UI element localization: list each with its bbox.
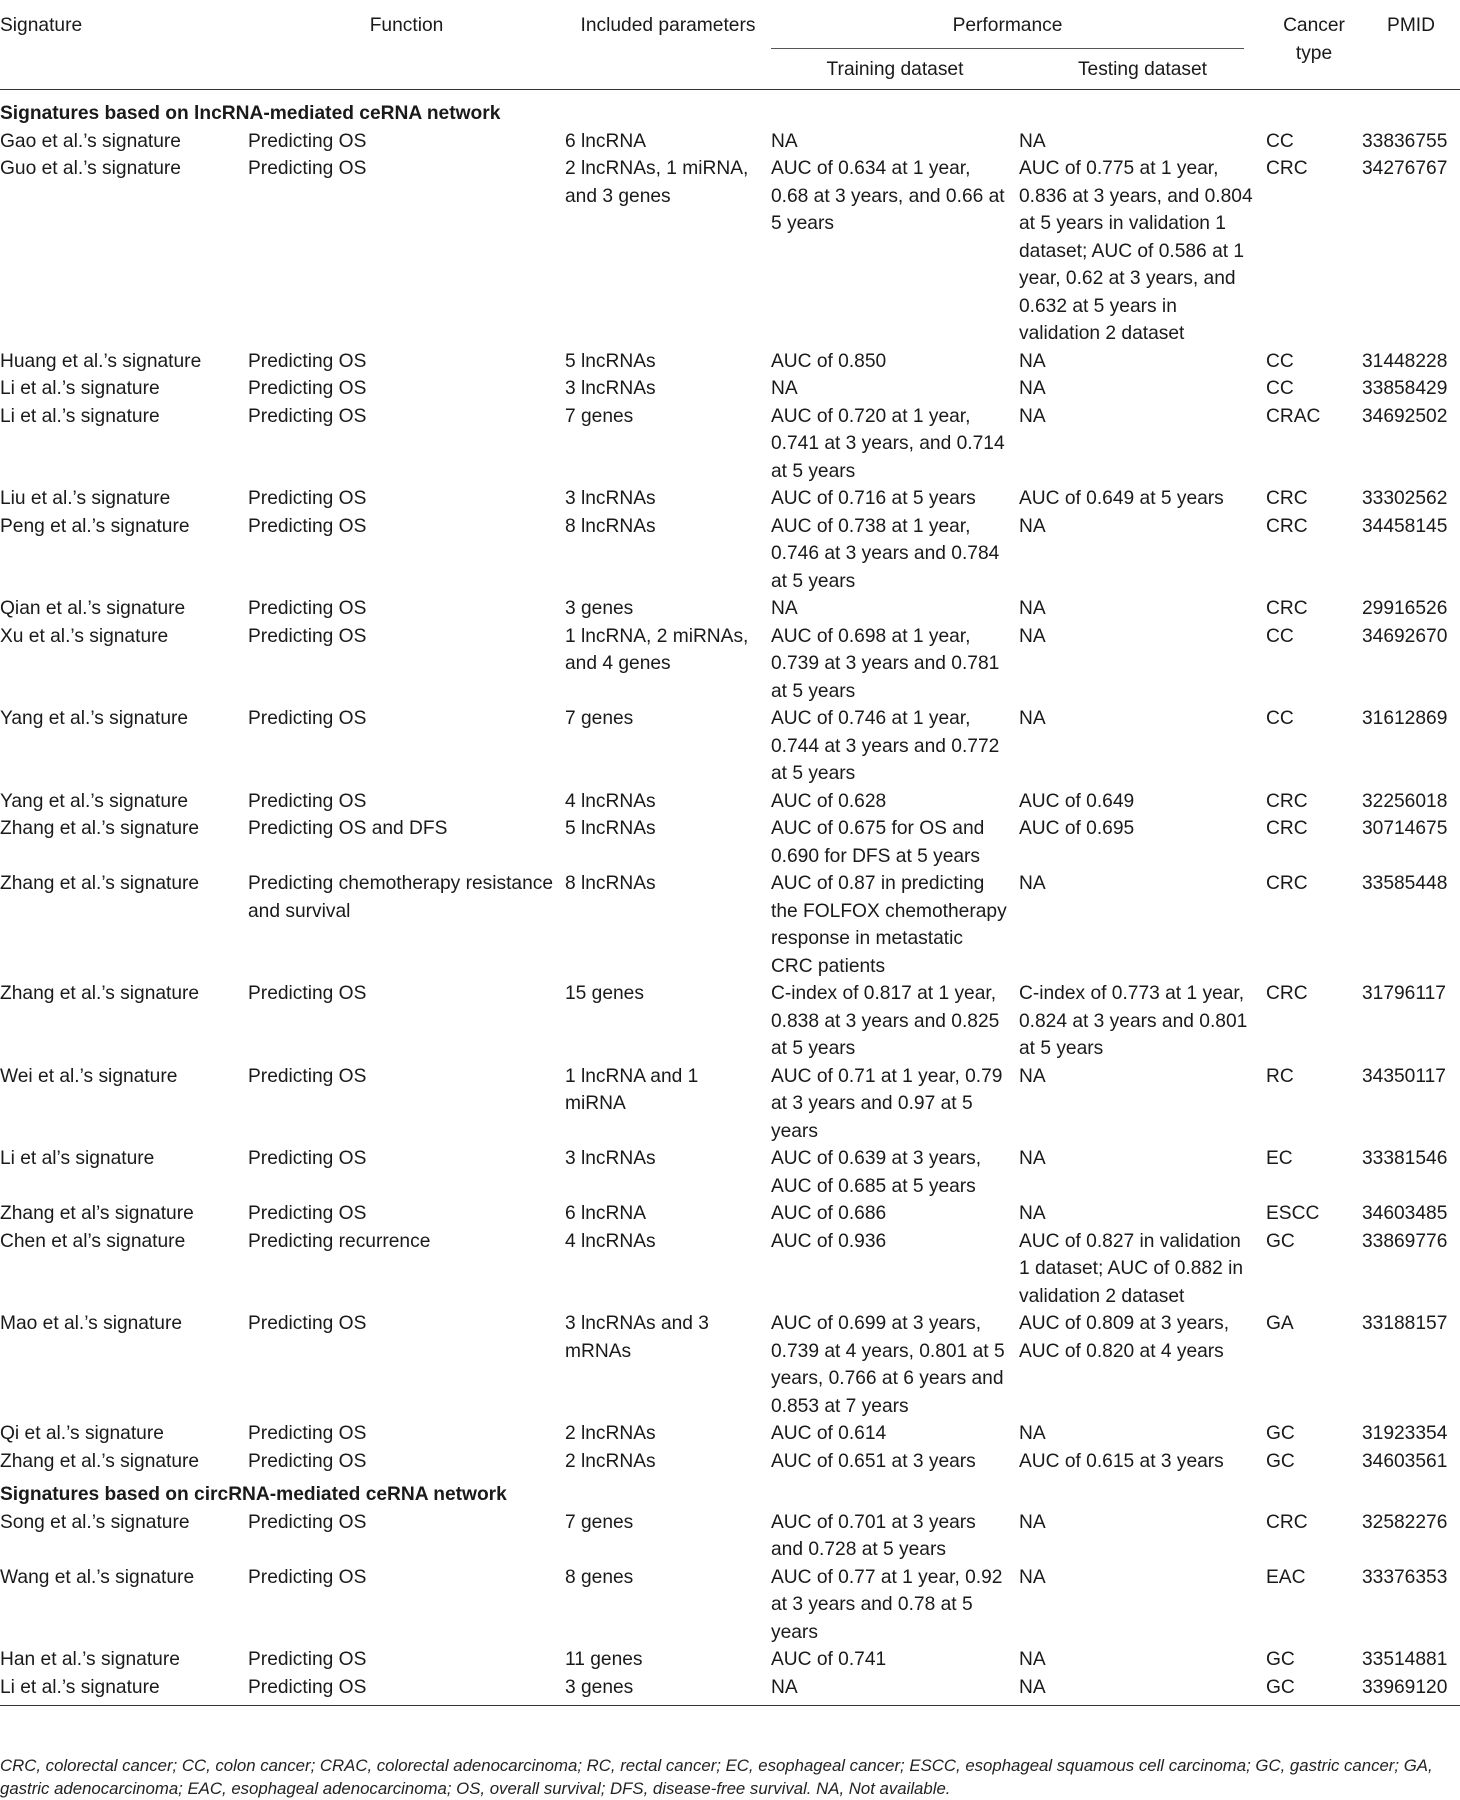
cell-parameters: 6 lncRNA	[565, 130, 647, 152]
cell-signature: Wei et al.’s signature	[0, 1065, 178, 1087]
cell-parameters: 7 genes	[565, 405, 634, 427]
cell-cancer-type: ESCC	[1266, 1203, 1320, 1224]
cell-pmid: 33381546	[1362, 1148, 1448, 1169]
cell-testing: NA	[1019, 515, 1046, 537]
cell-testing: NA	[1019, 1148, 1046, 1169]
cell-testing: NA	[1019, 598, 1046, 619]
cell-cancer-type: RC	[1266, 1065, 1294, 1087]
cell-function: Predicting OS	[248, 1450, 367, 1472]
cell-testing: NA	[1019, 625, 1046, 647]
cell-testing: NA	[1019, 1423, 1046, 1444]
cell-training: AUC of 0.77 at 1 year, 0.92 at 3 years and 0.78 at 5 years	[771, 1566, 1003, 1643]
cell-pmid: 34458145	[1362, 515, 1448, 537]
cell-training: AUC of 0.634 at 1 year, 0.68 at 3 years, and 0.66 at 5 years	[771, 158, 1005, 234]
cell-pmid: 34603561	[1362, 1450, 1448, 1472]
cell-training: AUC of 0.936	[771, 1230, 887, 1252]
cell-parameters: 1 lncRNA and 1 miRNA	[565, 1065, 699, 1114]
cell-testing: NA	[1019, 708, 1046, 729]
cell-function: Predicting OS	[248, 983, 367, 1004]
cell-signature: Wang et al.’s signature	[0, 1566, 195, 1588]
cell-function: Predicting OS	[248, 158, 367, 179]
cell-training: AUC of 0.614	[771, 1423, 887, 1444]
cell-pmid: 33376353	[1362, 1566, 1448, 1588]
cell-function: Predicting OS	[248, 708, 367, 729]
table-row	[0, 1310, 1460, 1420]
cell-training: AUC of 0.639 at 3 years, AUC of 0.685 at 5 years	[771, 1148, 982, 1197]
cell-training: AUC of 0.71 at 1 year, 0.79 at 3 years and 0.97 at 5 years	[771, 1065, 1003, 1142]
header-included-parameters: Included parameters	[565, 8, 771, 90]
cell-training: AUC of 0.686	[771, 1203, 887, 1224]
cell-signature: Zhang et al.’s signature	[0, 983, 200, 1004]
section-title: Signatures based on circRNA-mediated ceRNA network	[0, 1484, 507, 1505]
cell-training: NA	[771, 598, 798, 619]
cell-signature: Han et al.’s signature	[0, 1649, 180, 1670]
header-performance-label: Performance	[771, 12, 1244, 49]
header-function: Function	[248, 8, 565, 90]
cell-function: Predicting recurrence	[248, 1230, 431, 1252]
cell-training: NA	[771, 130, 798, 152]
cell-cancer-type: CC	[1266, 350, 1294, 372]
cell-cancer-type: GC	[1266, 1423, 1295, 1444]
cell-cancer-type: EAC	[1266, 1566, 1306, 1588]
cell-testing: NA	[1019, 1203, 1046, 1224]
cell-parameters: 2 lncRNAs, 1 miRNA, and 3 genes	[565, 158, 749, 207]
header-pmid: PMID	[1362, 8, 1460, 90]
cell-parameters: 2 lncRNAs	[565, 1423, 656, 1444]
cell-testing: NA	[1019, 405, 1046, 427]
cell-testing: AUC of 0.809 at 3 years, AUC of 0.820 at 4 years	[1019, 1313, 1230, 1362]
cell-cancer-type: GA	[1266, 1313, 1294, 1334]
cell-pmid: 34350117	[1362, 1065, 1446, 1087]
cell-parameters: 6 lncRNA	[565, 1203, 647, 1224]
cell-parameters: 7 genes	[565, 1511, 634, 1533]
cell-cancer-type: CC	[1266, 625, 1294, 647]
cell-cancer-type: CRC	[1266, 1511, 1308, 1533]
cell-training: AUC of 0.850	[771, 350, 887, 372]
cell-parameters: 3 genes	[565, 598, 634, 619]
cell-parameters: 4 lncRNAs	[565, 790, 656, 812]
cell-signature: Zhang et al.’s signature	[0, 873, 200, 894]
cell-parameters: 8 genes	[565, 1566, 634, 1588]
table-row	[0, 1145, 1460, 1200]
cell-training: AUC of 0.87 in predicting the FOLFOX chemotherapy response in metastatic CRC patients	[771, 873, 1007, 977]
cell-function: Predicting OS	[248, 350, 367, 372]
cell-pmid: 34276767	[1362, 158, 1448, 179]
cell-parameters: 11 genes	[565, 1649, 643, 1670]
cell-function: Predicting OS	[248, 1649, 367, 1670]
cell-testing: AUC of 0.827 in validation 1 dataset; AUC of 0.882 in validation 2 dataset	[1019, 1230, 1244, 1307]
table-row	[0, 705, 1460, 788]
cell-testing: NA	[1019, 1566, 1046, 1588]
cell-cancer-type: EC	[1266, 1148, 1293, 1169]
table-row	[0, 1564, 1460, 1647]
cell-cancer-type: CRC	[1266, 818, 1308, 839]
cell-function: Predicting OS	[248, 488, 367, 509]
cell-training: C-index of 0.817 at 1 year, 0.838 at 3 years and 0.825 at 5 years	[771, 983, 1000, 1059]
cell-cancer-type: GC	[1266, 1674, 1362, 1706]
cell-testing: NA	[1019, 130, 1046, 152]
cell-training: AUC of 0.738 at 1 year, 0.746 at 3 years and 0.784 at 5 years	[771, 515, 1000, 592]
cell-function: Predicting OS	[248, 515, 367, 537]
signature-table	[0, 8, 1460, 1706]
cell-training: AUC of 0.651 at 3 years	[771, 1450, 976, 1472]
cell-function: Predicting OS	[248, 1674, 565, 1706]
cell-signature: Peng et al.’s signature	[0, 515, 190, 537]
header-testing-dataset: Testing dataset	[1019, 53, 1266, 90]
cell-parameters: 5 lncRNAs	[565, 350, 656, 372]
cell-cancer-type: CRC	[1266, 983, 1308, 1004]
table-body	[0, 90, 1460, 1706]
cell-signature: Zhang et al.’s signature	[0, 818, 200, 839]
cell-parameters: 15 genes	[565, 983, 644, 1004]
cell-function: Predicting OS	[248, 130, 367, 152]
table-row	[0, 1646, 1460, 1674]
cell-training: AUC of 0.701 at 3 years and 0.728 at 5 years	[771, 1511, 976, 1560]
cell-function: Predicting OS	[248, 1566, 367, 1588]
cell-pmid: 33858429	[1362, 378, 1448, 399]
section-header-row	[0, 90, 1460, 128]
table-row	[0, 155, 1460, 348]
cell-function: Predicting OS	[248, 625, 367, 647]
table-row	[0, 513, 1460, 596]
cell-signature: Yang et al.’s signature	[0, 790, 189, 812]
cell-function: Predicting OS	[248, 790, 367, 812]
cell-signature: Zhang et al’s signature	[0, 1203, 194, 1224]
cell-signature: Guo et al.’s signature	[0, 158, 181, 179]
cell-cancer-type: CC	[1266, 708, 1294, 729]
cell-pmid: 32256018	[1362, 790, 1448, 812]
table-row	[0, 485, 1460, 513]
cell-cancer-type: CRC	[1266, 158, 1308, 179]
cell-training: NA	[771, 378, 798, 399]
cell-training: AUC of 0.746 at 1 year, 0.744 at 3 years and 0.772 at 5 years	[771, 708, 1000, 784]
cell-parameters: 8 lncRNAs	[565, 873, 656, 894]
table-row	[0, 1420, 1460, 1448]
cell-pmid: 32582276	[1362, 1511, 1448, 1533]
cell-function: Predicting OS	[248, 1203, 367, 1224]
cell-signature: Li et al.’s signature	[0, 405, 160, 427]
table-row	[0, 1228, 1460, 1311]
cell-cancer-type: GC	[1266, 1450, 1295, 1472]
cell-pmid: 33836755	[1362, 130, 1448, 152]
table-row	[0, 1063, 1460, 1146]
table-footnote: CRC, colorectal cancer; CC, colon cancer; CRAC, colorectal adenocarcinoma; RC, rectal cancer; EC, esophageal cancer; ESCC, esophageal squamous cell carcinoma; GC, gastric cancer; GA, gastric adenocarcinoma; EAC, esophageal adenocarcinoma; OS, overall survival; DFS, disease-free survival. NA, Not available.	[0, 1756, 1433, 1798]
cell-testing: NA	[1019, 350, 1046, 372]
table-row	[0, 623, 1460, 706]
cell-testing: AUC of 0.649	[1019, 790, 1135, 812]
cell-testing: AUC of 0.775 at 1 year, 0.836 at 3 years, and 0.804 at 5 years in validation 1 dataset; AUC of 0.586 at 1 year, 0.62 at 3 years, and 0.632 at 5 years in validation 2 dataset	[1019, 158, 1253, 344]
cell-signature: Xu et al.’s signature	[0, 625, 169, 647]
cell-cancer-type: CRC	[1266, 598, 1308, 619]
cell-training: AUC of 0.741	[771, 1649, 887, 1670]
cell-signature: Li et al.’s signature	[0, 1674, 248, 1706]
header-training-dataset: Training dataset	[771, 53, 1019, 90]
cell-cancer-type: CRC	[1266, 790, 1308, 812]
table-row	[0, 375, 1460, 403]
section-header-row	[0, 1475, 1460, 1509]
cell-signature: Qi et al.’s signature	[0, 1423, 164, 1444]
header-signature: Signature	[0, 8, 248, 90]
section-title: Signatures based on lncRNA-mediated ceRNA network	[0, 103, 501, 124]
header-cancer-type: Cancer type	[1266, 8, 1362, 90]
cell-pmid: 31923354	[1362, 1423, 1448, 1444]
cell-parameters: 3 lncRNAs and 3 mRNAs	[565, 1313, 709, 1362]
cell-signature: Huang et al.’s signature	[0, 350, 202, 372]
cell-parameters: 3 genes	[565, 1674, 771, 1706]
cell-testing: AUC of 0.615 at 3 years	[1019, 1450, 1224, 1472]
table-row	[0, 870, 1460, 980]
cell-cancer-type: CC	[1266, 378, 1294, 399]
cell-cancer-type: CRAC	[1266, 405, 1321, 427]
cell-testing: NA	[1019, 1065, 1046, 1087]
cell-pmid: 33969120	[1362, 1674, 1460, 1706]
cell-parameters: 3 lncRNAs	[565, 378, 656, 399]
cell-signature: Qian et al.’s signature	[0, 598, 186, 619]
cell-signature: Song et al.’s signature	[0, 1511, 190, 1533]
cell-training: AUC of 0.716 at 5 years	[771, 488, 976, 509]
cell-signature: Gao et al.’s signature	[0, 130, 181, 152]
cell-parameters: 3 lncRNAs	[565, 1148, 656, 1169]
cell-parameters: 7 genes	[565, 708, 634, 729]
table-row	[0, 403, 1460, 486]
cell-signature: Liu et al.’s signature	[0, 488, 171, 509]
cell-pmid: 30714675	[1362, 818, 1448, 839]
cell-testing: C-index of 0.773 at 1 year, 0.824 at 3 years and 0.801 at 5 years	[1019, 983, 1248, 1059]
cell-testing: NA	[1019, 378, 1046, 399]
cell-pmid: 33514881	[1362, 1649, 1448, 1670]
cell-signature: Li et al’s signature	[0, 1148, 155, 1169]
cell-parameters: 4 lncRNAs	[565, 1230, 656, 1252]
cell-cancer-type: CRC	[1266, 488, 1308, 509]
cell-signature: Chen et al’s signature	[0, 1230, 186, 1252]
cell-pmid: 33188157	[1362, 1313, 1448, 1334]
cell-training: AUC of 0.699 at 3 years, 0.739 at 4 years, 0.801 at 5 years, 0.766 at 6 years and 0.853 at 7 years	[771, 1313, 1005, 1417]
header-performance	[771, 8, 1266, 53]
cell-function: Predicting OS	[248, 1065, 367, 1087]
cell-function: Predicting OS and DFS	[248, 818, 448, 839]
cell-signature: Yang et al.’s signature	[0, 708, 189, 729]
table-header	[0, 8, 1460, 90]
cell-training: AUC of 0.675 for OS and 0.690 for DFS at 5 years	[771, 818, 985, 867]
cell-function: Predicting OS	[248, 1423, 367, 1444]
cell-function: Predicting OS	[248, 405, 367, 427]
table-row	[0, 595, 1460, 623]
cell-training: AUC of 0.698 at 1 year, 0.739 at 3 years and 0.781 at 5 years	[771, 625, 1000, 702]
cell-parameters: 8 lncRNAs	[565, 515, 656, 537]
cell-pmid: 31448228	[1362, 350, 1448, 372]
table-row	[0, 348, 1460, 376]
cell-testing: NA	[1019, 1511, 1046, 1533]
table-row	[0, 815, 1460, 870]
table-row	[0, 1674, 1460, 1706]
cell-testing: NA	[1019, 1649, 1046, 1670]
cell-parameters: 5 lncRNAs	[565, 818, 656, 839]
cell-signature: Mao et al.’s signature	[0, 1313, 183, 1334]
cell-testing: AUC of 0.695	[1019, 818, 1135, 839]
cell-pmid: 29916526	[1362, 598, 1448, 619]
cell-pmid: 31612869	[1362, 708, 1448, 729]
cell-signature: Zhang et al.’s signature	[0, 1450, 200, 1472]
cell-function: Predicting OS	[248, 378, 367, 399]
cell-cancer-type: GC	[1266, 1230, 1295, 1252]
table-row	[0, 980, 1460, 1063]
table-row	[0, 128, 1460, 156]
cell-pmid: 34603485	[1362, 1203, 1448, 1224]
cell-training: AUC of 0.628	[771, 790, 887, 812]
cell-pmid: 31796117	[1362, 983, 1446, 1004]
table-row	[0, 1200, 1460, 1228]
table-row	[0, 1509, 1460, 1564]
cell-cancer-type: CRC	[1266, 515, 1308, 537]
table-row	[0, 1448, 1460, 1476]
cell-pmid: 33869776	[1362, 1230, 1448, 1252]
cell-function: Predicting OS	[248, 1511, 367, 1533]
cell-testing: NA	[1019, 1674, 1266, 1706]
cell-signature: Li et al.’s signature	[0, 378, 160, 399]
cell-testing: AUC of 0.649 at 5 years	[1019, 488, 1224, 509]
cell-function: Predicting OS	[248, 1313, 367, 1334]
cell-training: AUC of 0.720 at 1 year, 0.741 at 3 years, and 0.714 at 5 years	[771, 405, 1005, 482]
cell-pmid: 33302562	[1362, 488, 1448, 509]
cell-pmid: 33585448	[1362, 873, 1448, 894]
cell-parameters: 2 lncRNAs	[565, 1450, 656, 1472]
cell-pmid: 34692502	[1362, 405, 1448, 427]
cell-parameters: 1 lncRNA, 2 miRNAs, and 4 genes	[565, 625, 749, 674]
cell-function: Predicting OS	[248, 1148, 367, 1169]
cell-cancer-type: GC	[1266, 1649, 1295, 1670]
cell-pmid: 34692670	[1362, 625, 1448, 647]
cell-testing: NA	[1019, 873, 1046, 894]
table-row	[0, 788, 1460, 816]
cell-training: NA	[771, 1674, 1019, 1706]
cell-function: Predicting OS	[248, 598, 367, 619]
cell-function: Predicting chemotherapy resistance and survival	[248, 873, 554, 922]
cell-cancer-type: CRC	[1266, 873, 1308, 894]
cell-cancer-type: CC	[1266, 130, 1294, 152]
cell-parameters: 3 lncRNAs	[565, 488, 656, 509]
